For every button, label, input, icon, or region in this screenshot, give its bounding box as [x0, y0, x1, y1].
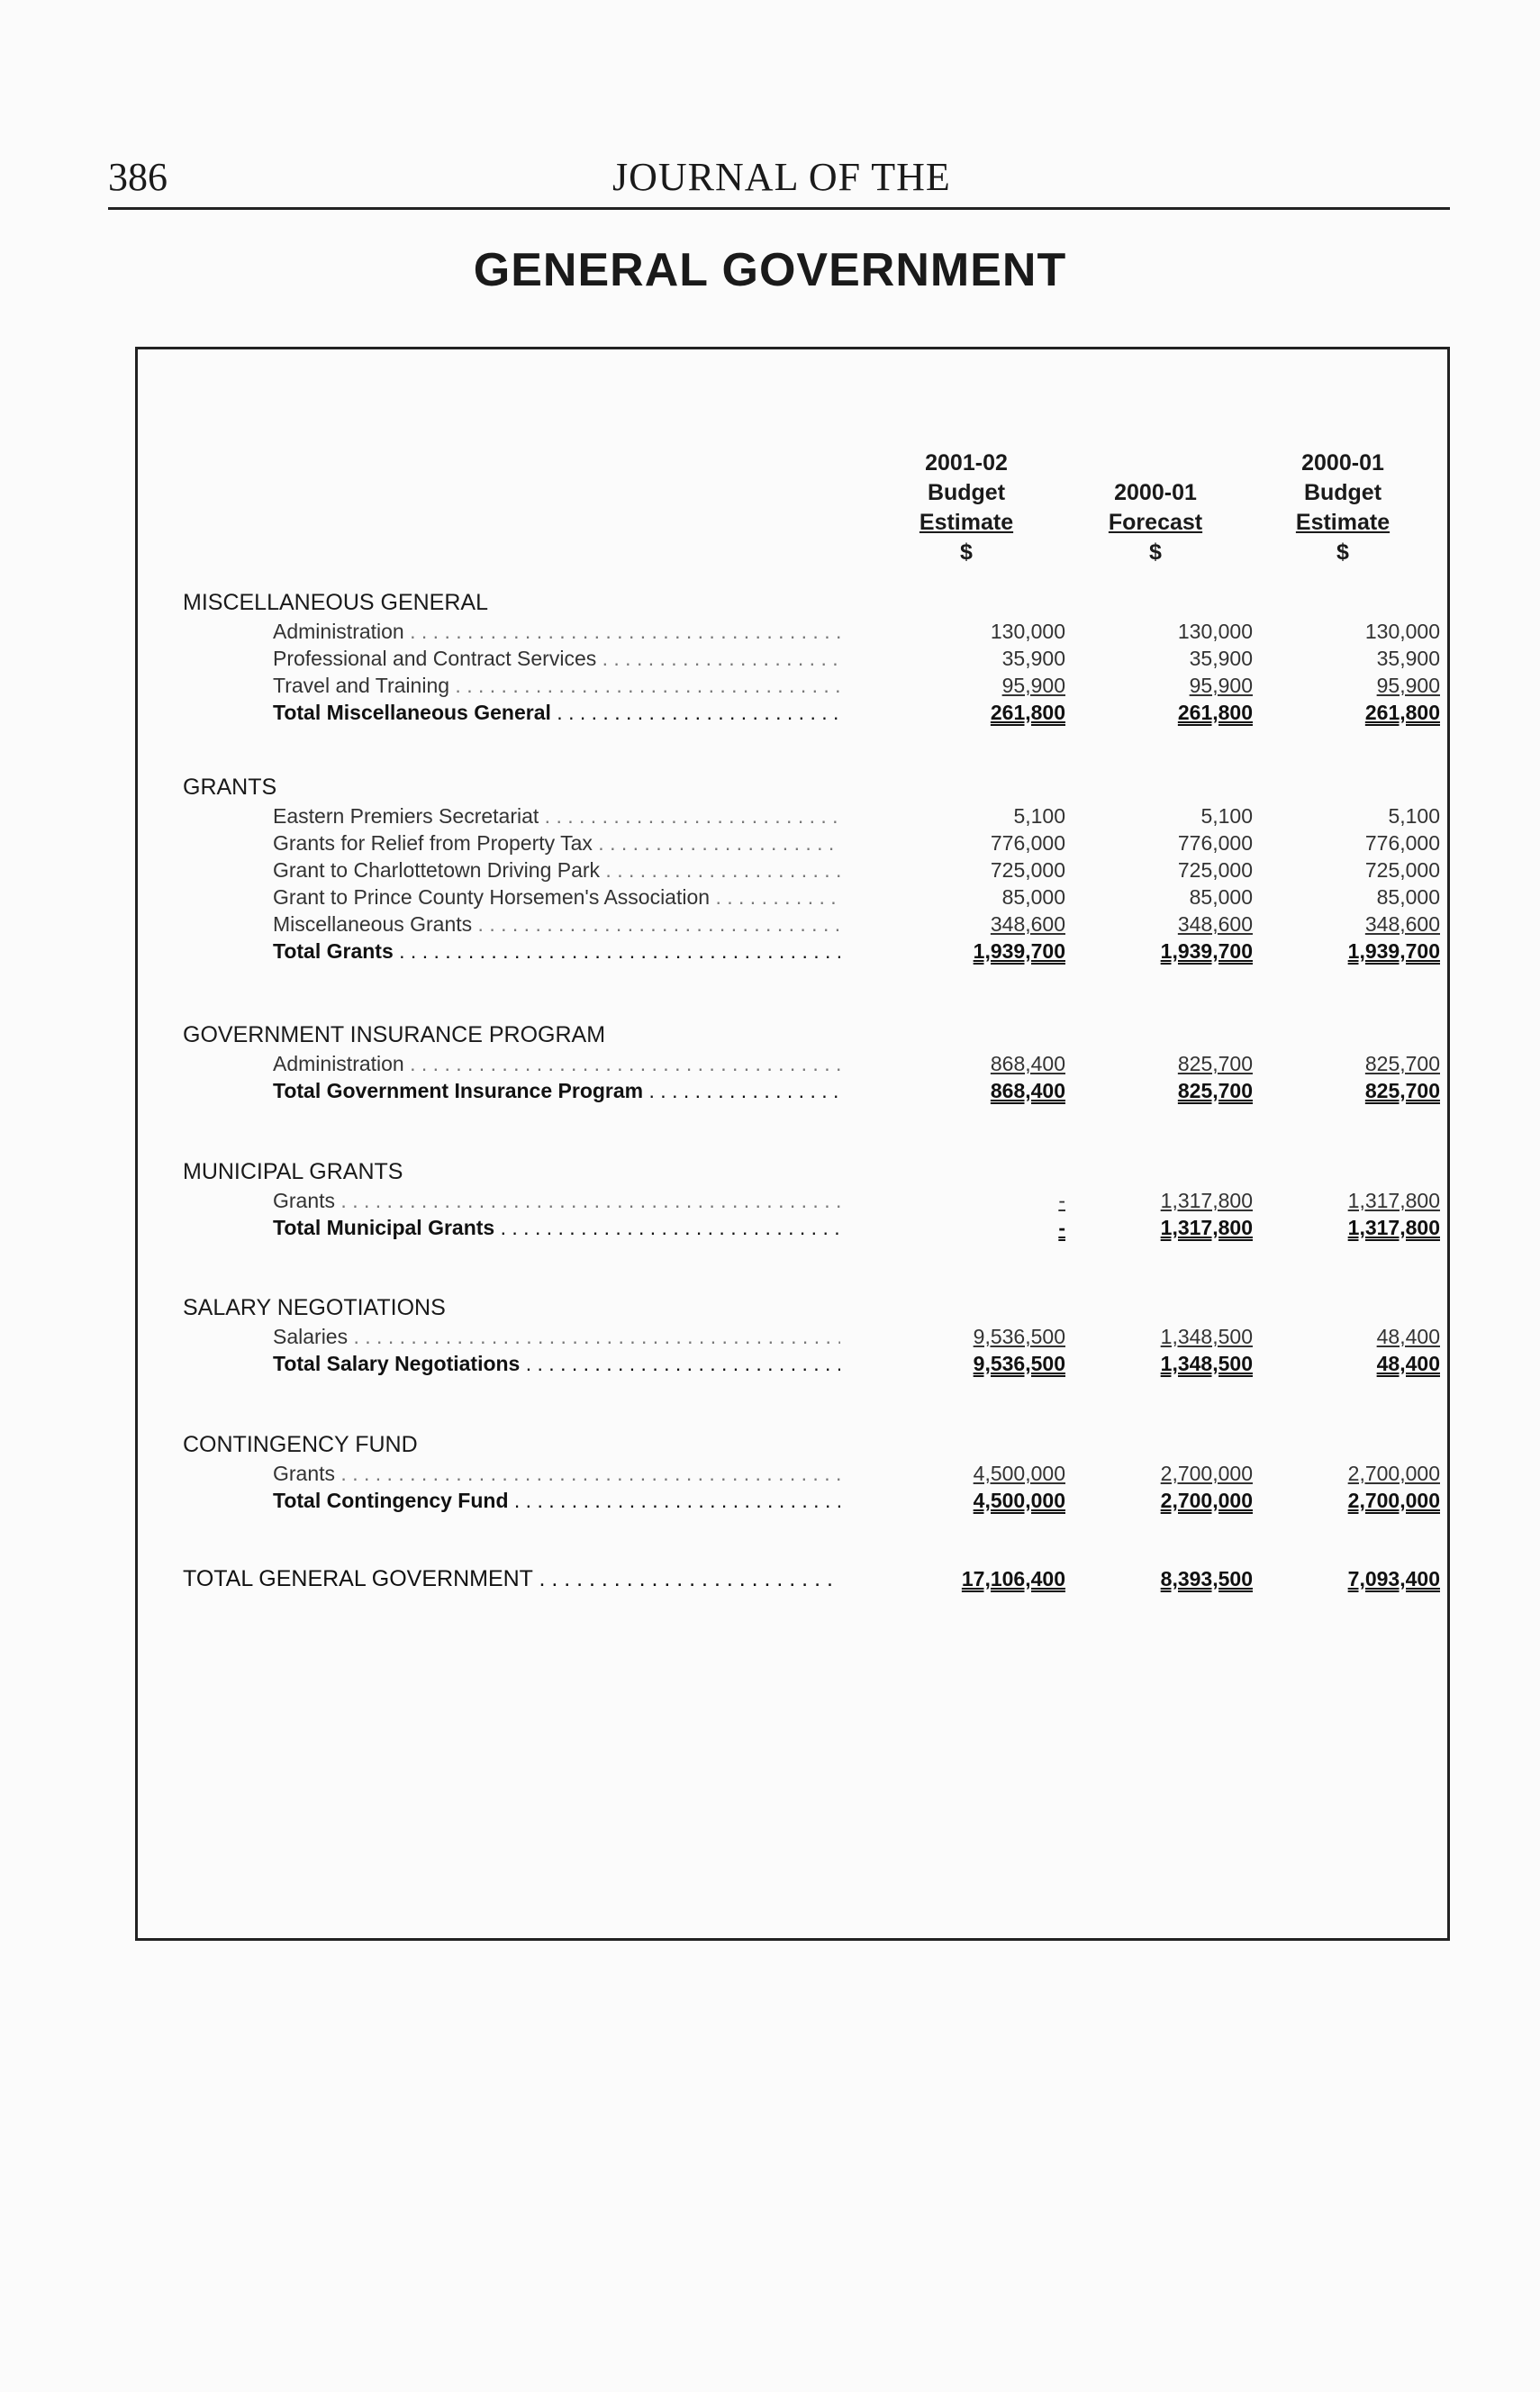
value-budget-2001-02: 725,000	[990, 858, 1065, 882]
value-budget-2001-02: 35,900	[1001, 647, 1065, 670]
section-title: CONTINGENCY FUND	[183, 1432, 418, 1457]
value-text: 825,700	[1364, 1052, 1440, 1075]
table-row	[183, 1050, 1444, 1077]
journal-title: JOURNAL OF THE	[612, 155, 951, 199]
value-budget-2001-02	[894, 1565, 1065, 1592]
grand-total-row	[183, 1565, 1444, 1592]
table-row	[183, 829, 1444, 856]
value-forecast-2000-01	[1082, 1487, 1253, 1514]
row-label: Professional and Contract Services . . .	[273, 645, 840, 672]
value-budget-2001-02: 130,000	[990, 620, 1065, 643]
column-header-forecast-2000-01	[1065, 448, 1246, 567]
row-label: Grant to Charlottetown Driving Park . . .	[273, 856, 840, 883]
value-text: 8,393,500	[1160, 1567, 1253, 1590]
value-text: 48,400	[1376, 1325, 1440, 1348]
value-budget-2001-02	[894, 1350, 1065, 1377]
section-title: MISCELLANEOUS GENERAL	[183, 590, 488, 615]
value-budget-2001-02	[894, 1050, 1065, 1077]
column-header-unit: $	[1149, 539, 1162, 565]
value-text: 95,900	[1376, 674, 1440, 697]
column-header-line: Estimate	[919, 510, 1014, 535]
section-title: SALARY NEGOTIATIONS	[183, 1295, 446, 1320]
value-budget-2001-02: 5,100	[1013, 804, 1065, 828]
value-forecast-2000-01	[1082, 1187, 1253, 1214]
value-text: -	[1058, 1216, 1065, 1239]
value-budget-2000-01	[1269, 1323, 1440, 1350]
value-text: 2,700,000	[1160, 1462, 1253, 1485]
value-budget-2000-01	[1269, 1565, 1440, 1592]
value-budget-2001-02: 85,000	[1001, 885, 1065, 909]
value-forecast-2000-01	[1082, 672, 1253, 699]
value-text: 261,800	[1177, 701, 1253, 724]
value-budget-2000-01	[1269, 1350, 1440, 1377]
column-header-line: 2000-01	[1301, 450, 1384, 476]
row-label: Total Contingency Fund . . .	[273, 1487, 840, 1514]
value-budget-2001-02	[894, 1460, 1065, 1487]
row-label: Total Municipal Grants . . .	[273, 1214, 840, 1241]
value-forecast-2000-01	[1082, 1214, 1253, 1241]
value-budget-2001-02	[894, 699, 1065, 726]
column-header-unit: $	[960, 539, 973, 565]
column-header-line: Forecast	[1108, 510, 1203, 535]
row-label: Grant to Prince County Horsemen's Association . . .	[273, 883, 840, 911]
value-text: 825,700	[1177, 1079, 1253, 1102]
value-text: 1,348,500	[1160, 1352, 1253, 1375]
value-text: 9,536,500	[973, 1325, 1065, 1348]
value-budget-2000-01	[1269, 1487, 1440, 1514]
value-forecast-2000-01	[1082, 1050, 1253, 1077]
value-budget-2000-01	[1269, 699, 1440, 726]
section-grants	[183, 773, 1444, 965]
value-forecast-2000-01: 5,100	[1200, 804, 1253, 828]
section-municipal-grants	[183, 1157, 1444, 1241]
total-row	[183, 938, 1444, 965]
value-forecast-2000-01: 35,900	[1189, 647, 1253, 670]
value-text: 825,700	[1177, 1052, 1253, 1075]
value-budget-2000-01	[1269, 1214, 1440, 1241]
table-row	[183, 802, 1444, 829]
value-text: 348,600	[1177, 912, 1253, 936]
value-text: 4,500,000	[973, 1489, 1065, 1512]
value-budget-2000-01: 5,100	[1388, 804, 1440, 828]
row-label: Grants . . .	[273, 1187, 840, 1214]
section-contingency-fund	[183, 1430, 1444, 1514]
table-row	[183, 672, 1444, 699]
table-row	[183, 1323, 1444, 1350]
running-head	[108, 153, 1450, 210]
column-header-line: Budget	[1303, 480, 1382, 505]
column-header-line: 2001-02	[925, 450, 1008, 476]
value-budget-2000-01	[1269, 1187, 1440, 1214]
value-text: 1,939,700	[973, 939, 1065, 963]
total-row	[183, 699, 1444, 726]
column-header-budget-estimate-2000-01	[1253, 448, 1433, 567]
row-label: Grants . . .	[273, 1460, 840, 1487]
value-text: 7,093,400	[1347, 1567, 1440, 1590]
table-row	[183, 618, 1444, 645]
value-budget-2000-01	[1269, 938, 1440, 965]
value-forecast-2000-01: 776,000	[1177, 831, 1253, 855]
page-title: GENERAL GOVERNMENT	[473, 244, 1067, 296]
table-row	[183, 883, 1444, 911]
value-text: 95,900	[1001, 674, 1065, 697]
value-text: 2,700,000	[1160, 1489, 1253, 1512]
column-header-line	[1065, 448, 1246, 478]
row-label: Travel and Training . . .	[273, 672, 840, 699]
value-text: 1,317,800	[1160, 1216, 1253, 1239]
value-text: 9,536,500	[973, 1352, 1065, 1375]
value-budget-2000-01	[1269, 911, 1440, 938]
table-row	[183, 1187, 1444, 1214]
row-label: Miscellaneous Grants . . .	[273, 911, 840, 938]
value-budget-2001-02	[894, 911, 1065, 938]
value-forecast-2000-01	[1082, 1077, 1253, 1104]
value-budget-2000-01: 725,000	[1364, 858, 1440, 882]
grand-total-label: TOTAL GENERAL GOVERNMENT . . .	[183, 1565, 840, 1592]
row-label: Administration . . .	[273, 618, 840, 645]
value-text: 17,106,400	[961, 1567, 1065, 1590]
value-budget-2000-01	[1269, 1460, 1440, 1487]
row-label: Eastern Premiers Secretariat . . .	[273, 802, 840, 829]
row-label: Total Government Insurance Program . . .	[273, 1077, 840, 1104]
value-text: 1,939,700	[1347, 939, 1440, 963]
row-label: Total Miscellaneous General . . .	[273, 699, 840, 726]
value-forecast-2000-01	[1082, 911, 1253, 938]
table-row	[183, 911, 1444, 938]
value-text: 2,700,000	[1347, 1489, 1440, 1512]
table-row	[183, 856, 1444, 883]
value-forecast-2000-01: 85,000	[1189, 885, 1253, 909]
value-budget-2001-02	[894, 1323, 1065, 1350]
column-header-line: Estimate	[1295, 510, 1391, 535]
value-text: 868,400	[990, 1079, 1065, 1102]
value-text: 1,317,800	[1347, 1216, 1440, 1239]
value-budget-2001-02	[894, 672, 1065, 699]
value-forecast-2000-01: 130,000	[1177, 620, 1253, 643]
table-row	[183, 1460, 1444, 1487]
value-text: 868,400	[990, 1052, 1065, 1075]
value-text: 48,400	[1376, 1352, 1440, 1375]
value-forecast-2000-01	[1082, 1323, 1253, 1350]
value-budget-2001-02	[894, 938, 1065, 965]
value-forecast-2000-01	[1082, 1565, 1253, 1592]
row-label: Administration . . .	[273, 1050, 840, 1077]
column-header-line: 2000-01	[1114, 480, 1197, 505]
value-text: 1,317,800	[1347, 1189, 1440, 1212]
value-text: 348,600	[1364, 912, 1440, 936]
section-salary-negotiations	[183, 1293, 1444, 1377]
column-header-unit: $	[1336, 539, 1349, 565]
value-budget-2000-01: 130,000	[1364, 620, 1440, 643]
total-row	[183, 1350, 1444, 1377]
value-text: 825,700	[1364, 1079, 1440, 1102]
section-title: MUNICIPAL GRANTS	[183, 1159, 403, 1184]
value-budget-2000-01: 35,900	[1376, 647, 1440, 670]
value-text: 261,800	[1364, 701, 1440, 724]
row-label: Total Grants . . .	[273, 938, 840, 965]
value-text: -	[1058, 1189, 1065, 1212]
page-number: 386	[108, 155, 168, 199]
section-miscellaneous-general	[183, 588, 1444, 726]
value-text: 261,800	[990, 701, 1065, 724]
value-forecast-2000-01	[1082, 699, 1253, 726]
value-forecast-2000-01	[1082, 938, 1253, 965]
value-text: 4,500,000	[973, 1462, 1065, 1485]
budget-table	[135, 347, 1450, 1941]
section-title: GOVERNMENT INSURANCE PROGRAM	[183, 1022, 606, 1047]
value-text: 2,700,000	[1347, 1462, 1440, 1485]
value-budget-2000-01	[1269, 672, 1440, 699]
value-budget-2000-01	[1269, 1077, 1440, 1104]
value-budget-2001-02: 776,000	[990, 831, 1065, 855]
value-budget-2001-02	[894, 1187, 1065, 1214]
value-text: 1,317,800	[1160, 1189, 1253, 1212]
value-budget-2000-01	[1269, 1050, 1440, 1077]
value-budget-2001-02	[894, 1214, 1065, 1241]
value-text: 1,348,500	[1160, 1325, 1253, 1348]
value-budget-2000-01: 85,000	[1376, 885, 1440, 909]
value-forecast-2000-01: 725,000	[1177, 858, 1253, 882]
value-text: 1,939,700	[1160, 939, 1253, 963]
column-header-budget-estimate-2001-02	[876, 448, 1056, 567]
row-label: Salaries . . .	[273, 1323, 840, 1350]
value-text: 95,900	[1189, 674, 1253, 697]
total-row	[183, 1565, 1444, 1592]
table-row	[183, 645, 1444, 672]
section-title: GRANTS	[183, 775, 277, 800]
total-row	[183, 1214, 1444, 1241]
value-forecast-2000-01	[1082, 1350, 1253, 1377]
value-forecast-2000-01	[1082, 1460, 1253, 1487]
total-row	[183, 1077, 1444, 1104]
total-row	[183, 1487, 1444, 1514]
value-budget-2001-02	[894, 1487, 1065, 1514]
section-government-insurance-program	[183, 1020, 1444, 1104]
row-label: Total Salary Negotiations . . .	[273, 1350, 840, 1377]
value-budget-2000-01: 776,000	[1364, 831, 1440, 855]
column-header-line: Budget	[927, 480, 1006, 505]
value-budget-2001-02	[894, 1077, 1065, 1104]
row-label: Grants for Relief from Property Tax . . .	[273, 829, 840, 856]
value-text: 348,600	[990, 912, 1065, 936]
